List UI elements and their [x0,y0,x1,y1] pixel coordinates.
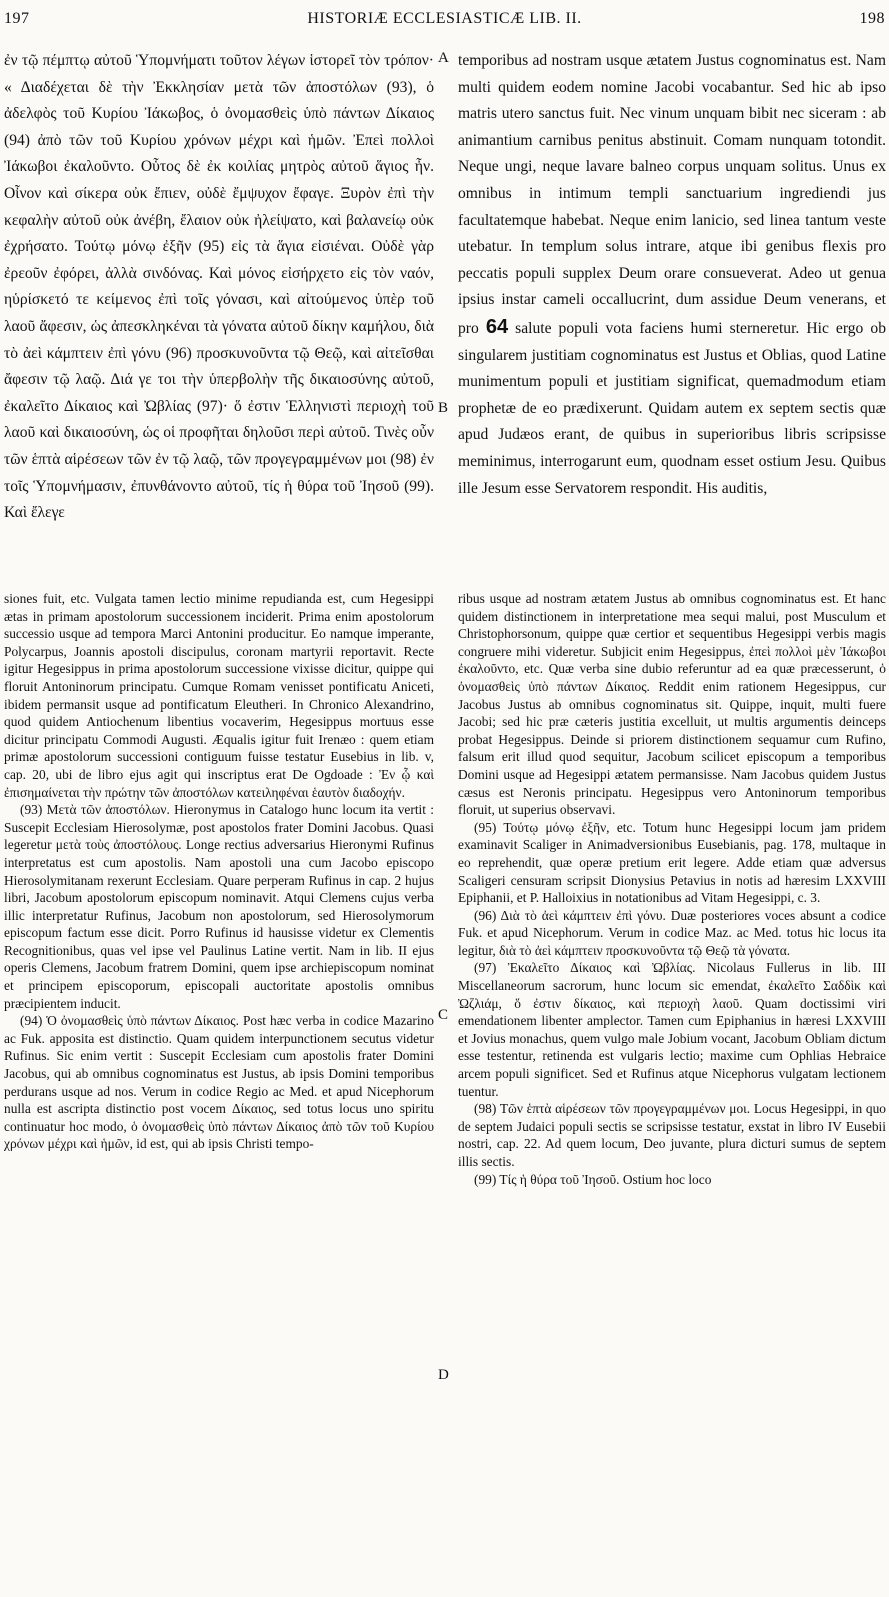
margin-marker-a: A [438,50,449,66]
note-paragraph: ribus usque ad nostram ætatem Justus ab omnibus cognominatus est. Et hanc quidem distinctionem in interpretatione mea sequi malui, post Musculum et Christophorsonum, quippe quæ certior et sequentibus Hegesippi verbis magis congruere mihi videretur. Subjicit enim Hegesippus, ἐπεὶ πολλοὶ μὲν Ἰάκωβοι ἐκαλοῦντο, etc. Quæ verba sine dubio referuntur ad ea quæ præcesserunt, ὁ ὀνομασθεὶς ὑπὸ πάντων Δίκαιος. Reddit enim rationem Hegesippus, cur Jacobus Justus ab omnibus cognominatus sit. Quippe, inquit, multi fuere Jacobi; sed hic præ cæteris justitia excelluit, ut multis argumentis deinceps probat Hegesippus. Deinde si priorem distinctionem sequamur cum Rufino, falsum erit illud quod sequitur, Jacobum scilicet episcopum a temporibus Domini usque ad Hegesippi ætatem permansisse. Nam Jacobus quidem Justus cæsus est Neronis principatu. Hegesippus vero Antoninorum temporibus floruit, ut superius observavi. [458,591,886,818]
note-paragraph: (93) Μετὰ τῶν ἀποστόλων. Hieronymus in Catalogo hunc locum ita vertit : Suscepit Ecclesiam Hierosolymæ, post apostolos frater Domini Jacobus. Quasi legeretur μετὰ τοὺς ἀποστόλους. Longe rectius adversarius Hieronymi Rufinus interpretatus est cum apostolis. Nam apostoli una cum Jacobo episcopo Hierosolymitanam rexerunt Ecclesiam. Quare perperam Rufinus in cap. 2 hujus libri, Jacobum apostolorum episcopum nominavit. Atqui Clemens cujus verba illic interpretatur Rufinus, Jacobum non apostolorum, sed Hierosolymorum episcopum factum esse dicit. Porro Rufinus id hausisse videtur ex Clementis Recognitionibus, quas vel ipse vel Paulinus Latine vertit. Nam in lib. II ejus operis Clemens, Jacobum fratrem Domini, quem ipse archiepiscopum nominat et principem episcoporum, episcopali auctoritate apostolis omnibus præcipientem inducit. [4,802,434,1011]
note-paragraph: (96) Διὰ τὸ ἀεὶ κάμπτειν ἐπὶ γόνυ. Duæ posteriores voces absunt a codice Fuk. et apud Nicephorum. Verum in codice Maz. ac Med. totus hic locus ita legitur, διὰ τὸ ἀεὶ κάμπτειν προσκυνοῦντα τῷ Θεῷ τὰ γόνατα. [458,907,886,958]
latin-text-column [458,48,886,583]
latin-text [458,48,886,502]
page-number-left: 197 [4,10,30,27]
latin-text-part-b: salute populi vota faciens humi sterneretur. Hic ergo ob singularem justitiam cognominatus est Justus et Oblias, quod Latine munimentum populi et justitiam significat, quemadmodum etiam prophetæ de eo prædixerunt. Quidam autem ex septem sectis quæ apud Judæos erant, de quibus in superioribus libris scripsisse meminimus, interrogarunt eum, quodnam esset ostium Jesu. Quibus ille Jesum esse Servatorem respondit. His auditis, [458,319,886,497]
running-title: HISTORIÆ ECCLESIASTICÆ LIB. II. [307,10,582,27]
notes-right-column [458,590,886,1590]
greek-text-column [4,48,434,583]
note-paragraph: (97) Ἐκαλεῖτο Δίκαιος καὶ Ὠβλίας. Nicolaus Fullerus in lib. III Miscellaneorum sacrorum, hunc locum sic emendat, ἐκαλεῖτο Σαδδὶκ καὶ Ὠζλιάμ, ὅ ἐστιν δίκαιος, καὶ περιοχὴ λαοῦ. Quam doctissimi viri emendationem libenter amplector. Tamen cum Epiphanius in hæresi LXXVIII et Jovius monachus, quem vulgo male Jobium vocant, Jacobum Obliam dictum esse testentur, retinenda est vulgaris lectio; maxime cum Ophlias Hebraice arcem populi significet. Sed et Rufinus atque Nicephorus vulgatam lectionem tuentur. [458,960,886,1099]
running-header [0,10,889,34]
note-paragraph: (94) Ὁ ὀνομασθεὶς ὑπὸ πάντων Δίκαιος. Post hæc verba in codice Mazarino ac Fuk. apposita est distinctio. Quam quidem interpunctionem secutus videtur Rufinus. Sic enim vertit : Suscepit Ecclesiam cum apostolis frater Domini Jacobus, qui ab omnibus cognominatus est Justus, ab ipsis Domini temporibus perdurans usque ad nos. Verum in codice Regio ac Med. et apud Nicephorum nulla est ascripta distinctio post vocem Δίκαιος, sed totus locus uno spiritu continuatur hoc modo, ὁ ὀνομασθεὶς ὑπὸ πάντων Δίκαιος ἀπὸ τῶν τοῦ Κυρίου χρόνων μέχρι καὶ ἡμῶν, id est, qui ab ipsis Christi tempo- [4,1013,434,1152]
note-paragraph: (95) Τούτῳ μόνῳ ἐξῆν, etc. Totum hunc Hegesippi locum jam pridem examinavit Scaliger in Animadversionibus Eusebianis, pag. 178, multaque in eo reprehendit, quæ operæ pretium erit legere. Adde etiam quæ adversus Scaligeri censuram scripsit Dionysius Petavius in notis ad hæresim LXXVIII Epiphanii, et P. Halloixius in notationibus ad Vitam Hegesippi, c. 3. [458,819,886,906]
margin-marker-b: B [438,400,449,416]
notes-left-column [4,590,434,1590]
margin-marker-d: D [438,1367,449,1383]
note-paragraph: siones fuit, etc. Vulgata tamen lectio minime repudianda est, cum Hegesippi ætas in primam apostolorum successionem inciderit. Prima enim apostolorum successio usque ad tempora Marci Antonini producitur. Eo namque imperante, Polycarpus, Joannis apostoli discipulus, coronam martyrii reportavit. Recte igitur Hegesippus in prima apostolorum successione vixisse dicitur, quippe qui floruit Antoninorum principatu. Cumque Romam venisset pontificatu Aniceti, ibidem permansit usque ad pontificatum Eleutheri. In Chronico Alexandrino, quod quidem Antiochenum libentius vocaverim, Hegesippus mortuus esse dicitur principatu Commodi Augusti. Æqualis igitur fuit Irenæo : quem etiam primæ apostolorum successioni contiguum fuisse testatur Eusebius in lib. v, cap. 20, ubi de libro ejus agit qui inscriptus erat De Ogdoade : Ἐν ᾧ καὶ ἐπισημαίνεται τὴν πρώτην τῶν ἀποστόλων κατειληφέναι ἑαυτὸν διαδοχήν. [4,591,434,800]
greek-text: ἐν τῷ πέμπτῳ αὐτοῦ Ὑπομνήματι τοῦτον λέγων ἱστορεῖ τὸν τρόπον· « Διαδέχεται δὲ τὴν Ἐκκλησίαν μετὰ τῶν ἀποστόλων (93), ὁ ἀδελφὸς τοῦ Κυρίου Ἰάκωβος, ὁ ὀνομασθεὶς ὑπὸ πάντων Δίκαιος (94) ἀπὸ τῶν τοῦ Κυρίου χρόνων μέχρι καὶ ἡμῶν. Ἐπεὶ πολλοὶ Ἰάκωβοι ἐκαλοῦντο. Οὗτος δὲ ἐκ κοιλίας μητρὸς αὐτοῦ ἅγιος ἦν. Οἶνον καὶ σίκερα οὐκ ἔπιεν, οὐδὲ ἔμψυχον ἔφαγε. Ξυρὸν ἐπὶ τὴν κεφαλὴν αὐτοῦ οὐκ ἀνέβη, ἔλαιον οὐκ ἠλείψατο, καὶ βαλανείῳ οὐκ ἐχρήσατο. Τούτῳ μόνῳ ἐξῆν (95) εἰς τὰ ἅγια εἰσιέναι. Οὐδὲ γὰρ ἐρεοῦν ἐφόρει, ἀλλὰ σινδόνας. Καὶ μόνος εἰσήρχετο εἰς τὸν ναόν, ηὑρίσκετό τε κείμενος ἐπὶ τοῖς γόνασι, καὶ αἰτούμενος ὑπὲρ τοῦ λαοῦ ἄφεσιν, ὡς ἀπεσκληκέναι τὰ γόνατα αὐτοῦ δίκην καμήλου, διὰ τὸ ἀεὶ κάμπτειν ἐπὶ γόνυ (96) προσκυνοῦντα τῷ Θεῷ, καὶ αἰτεῖσθαι ἄφεσιν τῷ λαῷ. Διά γε τοι τὴν ὑπερβολὴν τῆς δικαιοσύνης αὐτοῦ, ἐκαλεῖτο Δίκαιος καὶ Ὠβλίας (97)· ὅ ἐστιν Ἑλληνιστὶ περιοχὴ τοῦ λαοῦ καὶ δικαιοσύνη, ὡς οἱ προφῆται δηλοῦσι περὶ αὐτοῦ. Τινὲς οὖν τῶν ἑπτὰ αἱρέσεων τῶν ἐν τῷ λαῷ, τῶν προγεγραμμένων μοι (98) ἐν τοῖς Ὑπομνήμασιν, ἐπυνθάνοντο αὐτοῦ, τίς ἡ θύρα τοῦ Ἰησοῦ (99). Καὶ ἔλεγε [4,52,434,522]
latin-page-marker: 64 [485,315,509,338]
note-paragraph: (98) Τῶν ἑπτὰ αἱρέσεων τῶν προγεγραμμένων μοι. Locus Hegesippi, in quo de septem Judaici populi sectis se scripsisse testatur, exstat in libro IV Eusebii nostri, cap. 22. Ad quem locum, Deo juvante, plura dicturi sumus de septem illis sectis. [458,1101,886,1169]
latin-text-part-a: temporibus ad nostram usque ætatem Justus cognominatus est. Nam multi quidem eodem nomine Jacobi vocabantur. Sed hic ab ipso matris utero sanctus fuit. Nec vinum unquam bibit nec siceram : ab animantium carnibus penitus abstinuit. Comam nunquam totondit. Neque ungi, neque lavare balneo corpus unquam solitus. Unus ex omnibus in intimum templi sanctuarium ingrediendi jus facultatemque habebat. Neque enim lanicio, sed linea tantum veste utebatur. In templum solus intrare, atque ibi genibus flexis pro peccatis populi supplex Deum orare consueverat. Adeo ut genua ipsius instar cameli occallucrint, dum assidue Deum venerans, et pro [458,52,886,337]
margin-marker-c: C [438,1007,449,1023]
note-paragraph: (99) Τίς ἡ θύρα τοῦ Ἰησοῦ. Ostium hoc loco [474,1171,712,1187]
page-number-right: 198 [859,10,885,27]
